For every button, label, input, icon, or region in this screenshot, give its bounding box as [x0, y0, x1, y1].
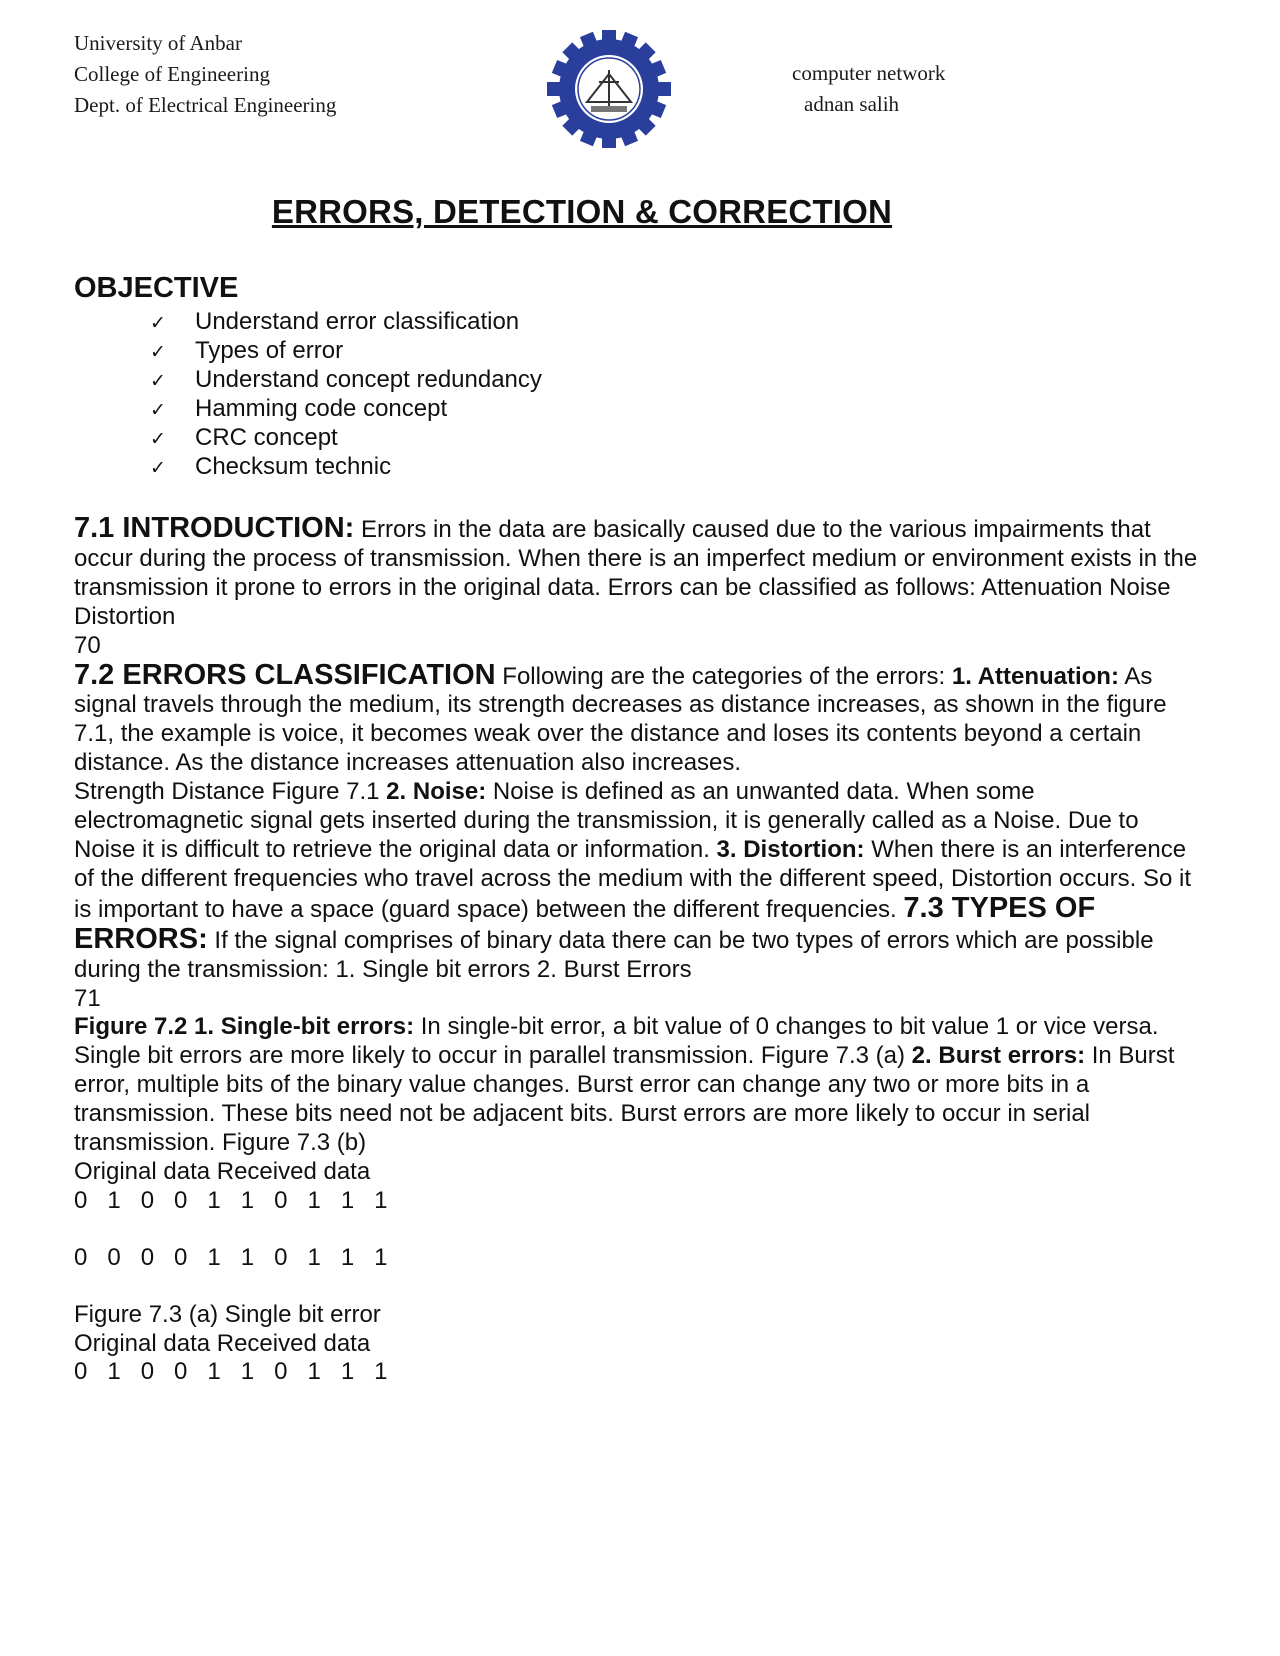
college-name: College of Engineering: [74, 62, 270, 86]
objective-item: ✓ Understand error classification: [150, 307, 542, 336]
page-number: 71: [74, 984, 101, 1012]
page-number: 70: [74, 631, 101, 659]
classification-heading: 7.2 ERRORS CLASSIFICATION: [74, 658, 496, 691]
figure-a-original-bits: 0 1 0 0 1 1 0 1 1 1: [74, 1186, 388, 1214]
figure-7-1-caption: Strength Distance Figure 7.1: [74, 778, 387, 806]
error-types-paragraph: Figure 7.2 1. Single-bit errors: In single-bit error, a bit value of 0 changes to bit value 1 or vice versa. Single bit errors are more likely to occur in parallel transmission. Figure 7.3 (a) 2. Burst errors: In Burst error, multiple bits of the binary value changes. Burst error can change any two or more bits in a transmission. These bits need not be adjacent bits. Burst errors are more likely to occur in serial transmission. Figure 7.3 (b): [74, 1013, 1175, 1157]
figure-a-labels: Original data Received data: [74, 1157, 371, 1185]
check-icon: ✓: [150, 428, 166, 450]
figure-b-labels: Original data Received data: [74, 1329, 371, 1357]
course-name: computer network: [792, 61, 946, 85]
intro-paragraph: 7.1 INTRODUCTION: Errors in the data are basically caused due to the various impairments that occur during the process of transmission. When there is an imperfect medium or environment exists in the transmission it prone to errors in the original data. Errors can be classified as follows: Attenuation Noise Distortion: [74, 512, 1198, 630]
distortion-label: 3. Distortion:: [716, 835, 865, 863]
figure-b-original-bits: 0 1 0 0 1 1 0 1 1 1: [74, 1358, 388, 1386]
check-icon: ✓: [150, 457, 166, 479]
classification-paragraph: 7.2 ERRORS CLASSIFICATION Following are the categories of the errors: 1. Attenuation: As signal travels through the medium, its strength decreases as distance increases, as shown in the figure 7.1, the example is voice, it becomes weak over the distance and loses its contents beyond a certain distance. As the distance increases attenuation also increases.: [74, 658, 1167, 777]
course-header: [792, 58, 945, 120]
author-name: adnan salih: [804, 92, 900, 116]
check-icon: ✓: [150, 312, 166, 334]
institution-header: [74, 28, 336, 121]
single-bit-label: 1. Single-bit errors:: [194, 1013, 415, 1041]
department-name: Dept. of Electrical Engineering: [74, 93, 337, 117]
objective-item: ✓ CRC concept: [150, 423, 542, 452]
university-name: University of Anbar: [74, 31, 242, 55]
college-gear-seal-logo: [547, 30, 671, 148]
document-body: [74, 514, 1204, 1387]
attenuation-label: 1. Attenuation:: [951, 662, 1119, 690]
objective-item: ✓ Checksum technic: [150, 452, 542, 481]
burst-label: 2. Burst errors:: [911, 1042, 1086, 1070]
noise-label: 2. Noise:: [386, 778, 487, 806]
objective-heading: OBJECTIVE: [74, 272, 239, 304]
objective-item: ✓ Types of error: [150, 336, 542, 365]
objective-item: ✓ Understand concept redundancy: [150, 365, 542, 394]
check-icon: ✓: [150, 399, 166, 421]
check-icon: ✓: [150, 341, 166, 363]
figure-a-caption: Figure 7.3 (a) Single bit error: [74, 1300, 381, 1328]
page-title: ERRORS, DETECTION & CORRECTION: [271, 193, 893, 230]
figure-7-2-label: Figure 7.2: [74, 1013, 195, 1041]
objective-list: [150, 307, 542, 481]
types-heading: 7.3 TYPES OF ERRORS:: [74, 891, 1096, 955]
figure-a-received-bits: 0 0 0 0 1 1 0 1 1 1: [74, 1243, 388, 1271]
intro-heading: 7.1 INTRODUCTION:: [74, 512, 355, 544]
noise-distortion-paragraph: Strength Distance Figure 7.1 2. Noise: Noise is defined as an unwanted data. When some electromagnetic signal gets inserted during the transmission, it is generally called as a Noise. Due to Noise it is difficult to retrieve the original data or information. 3. Distortion: When there is an interference of the different frequencies who travel across the medium with the different speed, Distortion occurs. So it is important to have a space (guard space) between the different frequencies. 7.3 TYPES OF ERRORS: If the signal comprises of binary data there can be two types of errors which are possible during the transmission: 1. Single bit errors 2. Burst Errors: [74, 778, 1192, 983]
objective-item: ✓ Hamming code concept: [150, 394, 542, 423]
check-icon: ✓: [150, 370, 166, 392]
